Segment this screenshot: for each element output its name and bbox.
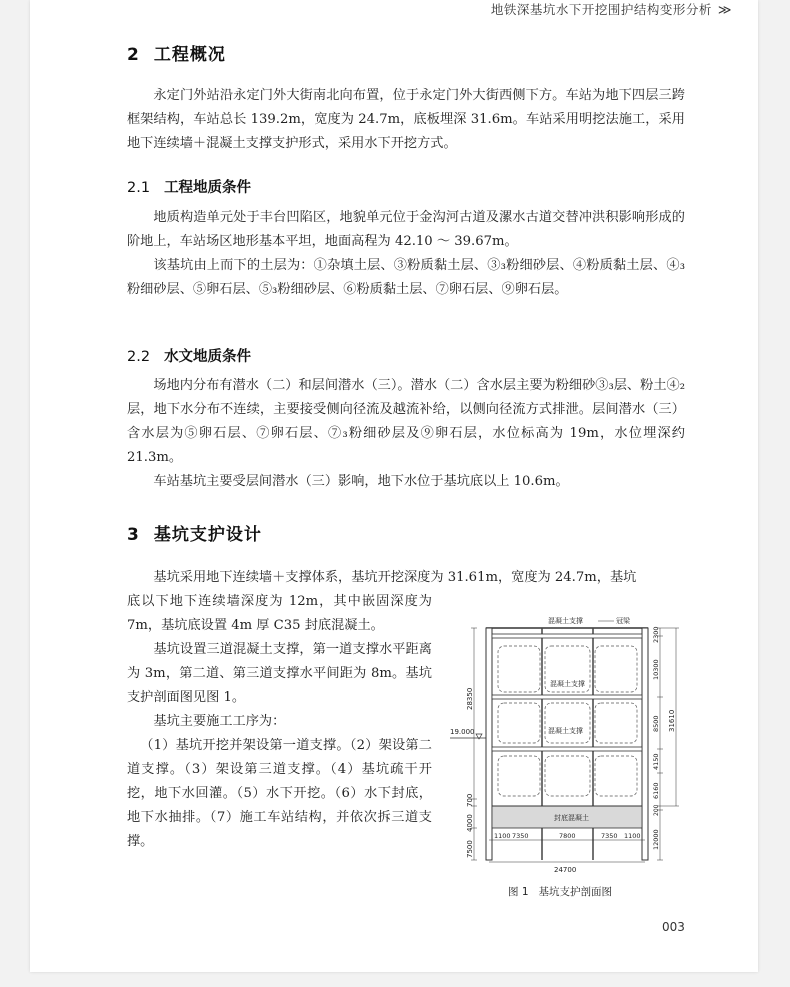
right-dim-2: 10300 — [652, 659, 660, 680]
strut-2 — [492, 695, 642, 699]
section-2-2-para-1: 场地内分布有潜水（二）和层间潜水（三）。潜水（二）含水层主要为粉细砂③₃层、粉土④₂层，地下水分布不连续，主要接受侧向径流及越流补给，以侧向径流方式排泄。层间潜水（三）含水层为⑤卵石层、⑦卵石层、⑦₃粉细砂层及⑨卵石层，水位标高为 19m，水位埋深约 21.3m。 — [127, 378, 685, 465]
page-number: 003 — [662, 920, 685, 934]
figure-1 — [448, 610, 688, 910]
bottom-dim-2: 7350 — [512, 832, 529, 840]
section-2-intro: 永定门外站沿永定门外大街南北向布置，位于永定门外大街西侧下方。车站为地下四层三跨框架结构，车站总长 139.2m，宽度为 24.7m，底板埋深 31.6m。车站采用明挖法施工，采用地下连续墙＋混凝土支撑支护形式，采用水下开挖方式。 — [127, 88, 685, 151]
bottom-dim-3: 7800 — [559, 832, 576, 840]
section-3-para-3: 基坑主要施工工序为： — [153, 714, 286, 729]
section-2-heading: 2 工程概况 — [127, 45, 226, 65]
right-dimension-ticks — [657, 628, 679, 860]
section-2-1-heading: 2.1 工程地质条件 — [127, 180, 252, 196]
water-level-label: 19.000 — [450, 728, 475, 736]
section-2-1-para-1: 地质构造单元处于丰台凹陷区，地貌单元位于金沟河古道及漯水古道交替冲洪积影响形成的阶地上，车站场区地形基本平坦，地面高程为 42.10 ～ 39.67m。 — [127, 210, 685, 249]
bottom-dim-1: 1100 — [494, 832, 511, 840]
section-2-1-para-2: 该基坑由上而下的土层为：①杂填土层、③粉质黏土层、③₃粉细砂层、④粉质黏土层、④₃粉细砂层、⑤卵石层、⑤₃粉细砂层、⑥粉质黏土层、⑦卵石层、⑨卵石层。 — [127, 258, 685, 297]
right-dim-6: 200 — [653, 804, 660, 816]
right-dim-7: 12000 — [652, 829, 660, 850]
right-dim-5: 6160 — [652, 782, 660, 799]
chevron-right-icon: ≫ — [717, 3, 732, 18]
strut-1 — [492, 634, 642, 638]
left-dim-total: 28350 — [466, 687, 474, 710]
crown-beam-label: 冠梁 — [616, 617, 630, 625]
support-label-mid2: 混凝土支撑 — [548, 727, 583, 735]
left-dim-a: 700 — [466, 793, 474, 807]
bottom-dim-5: 1100 — [624, 832, 641, 840]
section-3-para-1-line-1: 基坑采用地下连续墙＋支撑体系，基坑开挖深度为 31.61m，宽度为 24.7m，基坑 — [153, 570, 637, 585]
support-label-mid1: 混凝土支撑 — [550, 680, 585, 688]
right-dim-3: 8500 — [652, 715, 660, 732]
section-3-para-1-rest: 底以下地下连续墙深度为 12m，其中嵌固深度为 7m，基坑底设置 4m 厚 C35 封底混凝土。 — [127, 594, 432, 633]
bottom-dim-total: 24700 — [554, 866, 577, 874]
section-3-para-4: （1）基坑开挖并架设第一道支撑。（2）架设第二道支撑。（3）架设第三道支撑。（4）基坑疏干开挖，地下水回灌。（5）水下开挖。（6）水下封底，地下水抽排。（7）施工车站结构，并依次拆三道支撑。 — [127, 738, 432, 849]
support-label-top: 混凝土支撑 — [548, 617, 583, 625]
seal-concrete-label: 封底混凝土 — [554, 814, 589, 822]
right-dim-1: 2300 — [652, 626, 660, 643]
excavation-section-drawing — [448, 610, 688, 880]
left-dim-c: 7500 — [466, 840, 474, 858]
right-dim-total: 31610 — [668, 709, 676, 732]
left-diaphragm-wall — [486, 628, 492, 860]
figure-1-caption: 图 1 基坑支护剖面图 — [508, 886, 613, 898]
right-dim-4: 4150 — [652, 753, 660, 770]
right-diaphragm-wall — [642, 628, 648, 860]
section-2-2-heading: 2.2 水文地质条件 — [127, 349, 252, 365]
strut-3 — [492, 747, 642, 751]
section-2-2-para-2: 车站基坑主要受层间潜水（三）影响，地下水位于基坑底以上 10.6m。 — [153, 474, 569, 489]
left-dim-b: 4000 — [466, 814, 474, 832]
section-3-heading: 3 基坑支护设计 — [127, 525, 262, 545]
running-header — [491, 0, 732, 18]
running-title: 地铁深基坑水下开挖围护结构变形分析 — [490, 2, 712, 17]
bottom-dim-4: 7350 — [601, 832, 618, 840]
station-structure-outline — [498, 646, 637, 796]
section-3-para-2: 基坑设置三道混凝土支撑，第一道支撑水平距离为 3m，第二道、第三道支撑水平间距为 8m。基坑支护剖面图见图 1。 — [127, 642, 432, 705]
